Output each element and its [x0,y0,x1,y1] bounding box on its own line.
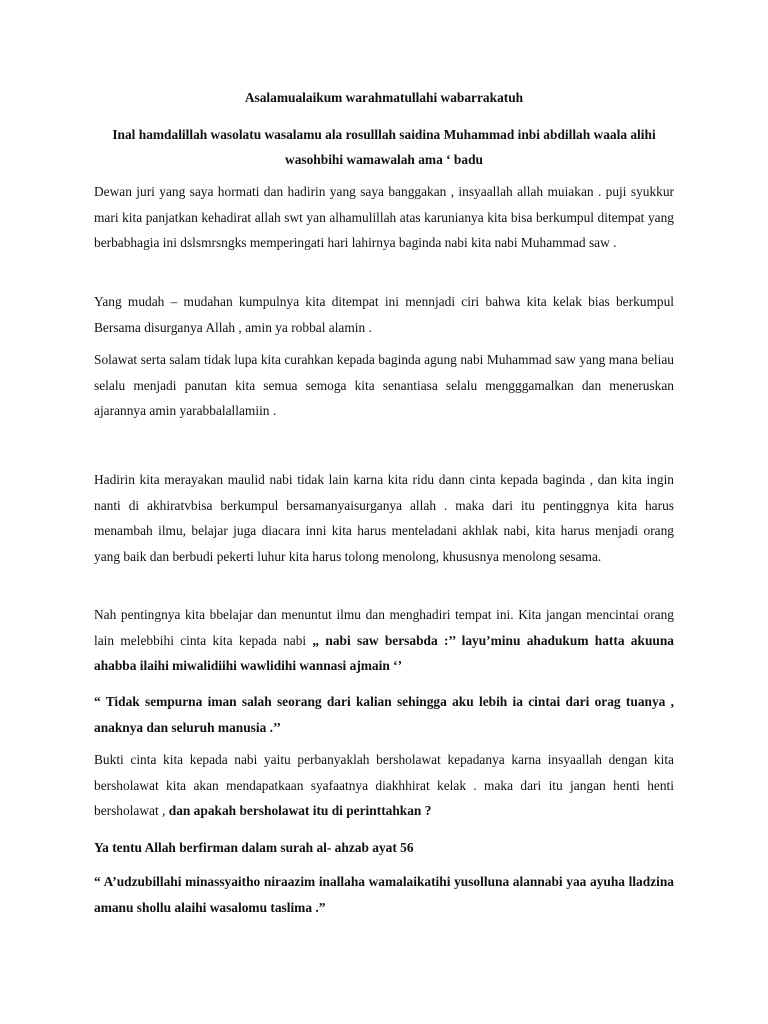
hadith-quote: „ nabi saw bersabda :’’ layu’minu ahadukum hatta akuuna ahabba ilaihi miwalidiihi wawlidihi wannasi ajmain ‘’ [94,632,674,674]
greeting-title: Asalamualaikum warahmatullahi wabarrakatuh [244,90,524,105]
paragraph-7 [94,747,674,824]
hadith-translation: “ Tidak sempurna iman salah seorang dari kalian sehingga aku lebih ia cintai dari orag tuanya , anaknya dan seluruh manusia .’’ [94,694,674,735]
paragraph-4: Hadirin kita merayakan maulid nabi tidak lain karna kita ridu dann cinta kepada baginda , dan kita ingin nanti di akhiratvbisa berkumpul bersamanyaisurganya allah . maka dari itu pentinggnya kita harus menambah ilmu, belajar juga diacara inni kita harus menteladani akhlak nabi, kita harus menjadi orang yang baik dan berbudi pekerti luhur kita harus tolong menolong, khususnya menolong sesama. [94,472,674,565]
surah-reference: Ya tentu Allah berfirman dalam surah al- ahzab ayat 56 [94,840,414,855]
quran-verse: “ A’udzubillahi minassyaitho niraazim inallaha wamalaikatihi yusolluna alannabi yaa ayuha lladzina amanu shollu alaihi wasalomu taslima .” [94,874,674,915]
question-text: dan apakah bersholawat itu di perinttahkan ? [168,803,432,819]
paragraph-1: Dewan juri yang saya hormati dan hadirin yang saya banggakan , insyaallah allah muiakan . puji syukkur mari kita panjatkan kehadirat allah swt yan alhamulillah atas karunianya kita bisa berkumpul ditempat yang berbabhagia ini dslsmrsngks memperingati hari lahirnya baginda nabi kita nabi Muhammad saw . [94,184,674,251]
paragraph-3: Solawat serta salam tidak lupa kita curahkan kepada baginda agung nabi Muhammad saw yang mana beliau selalu menjadi panutan kita semua semoga kita senantiasa selalu mengggamalkan dan meneruskan ajarannya amin yarabbalallamiin . [94,352,674,419]
opening-prayer: Inal hamdalillah wasolatu wasalamu ala rosulllah saidina Muhammad inbi abdillah waala alihi wasohbihi wamawalah ama ‘ badu [112,127,656,167]
paragraph-5-text: Nah pentingnya kita bbelajar dan menuntut ilmu dan menghadiri tempat ini. Kita jangan mencintai orang lain melebbihi cinta kita kepada nabi [94,607,674,648]
paragraph-2: Yang mudah – mudahan kumpulnya kita ditempat ini mennjadi ciri bahwa kita kelak bias berkumpul Bersama disurganya Allah , amin ya robbal alamin . [94,294,674,335]
paragraph-7-text: Bukti cinta kita kepada nabi yaitu perbanyaklah bersholawat kepadanya karna insyaallah dengan kita bersholawat kita akan mendapatkaan syafaatnya diakhhirat kelak . maka dari itu jangan henti henti bersholawat , [94,752,674,819]
paragraph-5 [94,602,674,679]
